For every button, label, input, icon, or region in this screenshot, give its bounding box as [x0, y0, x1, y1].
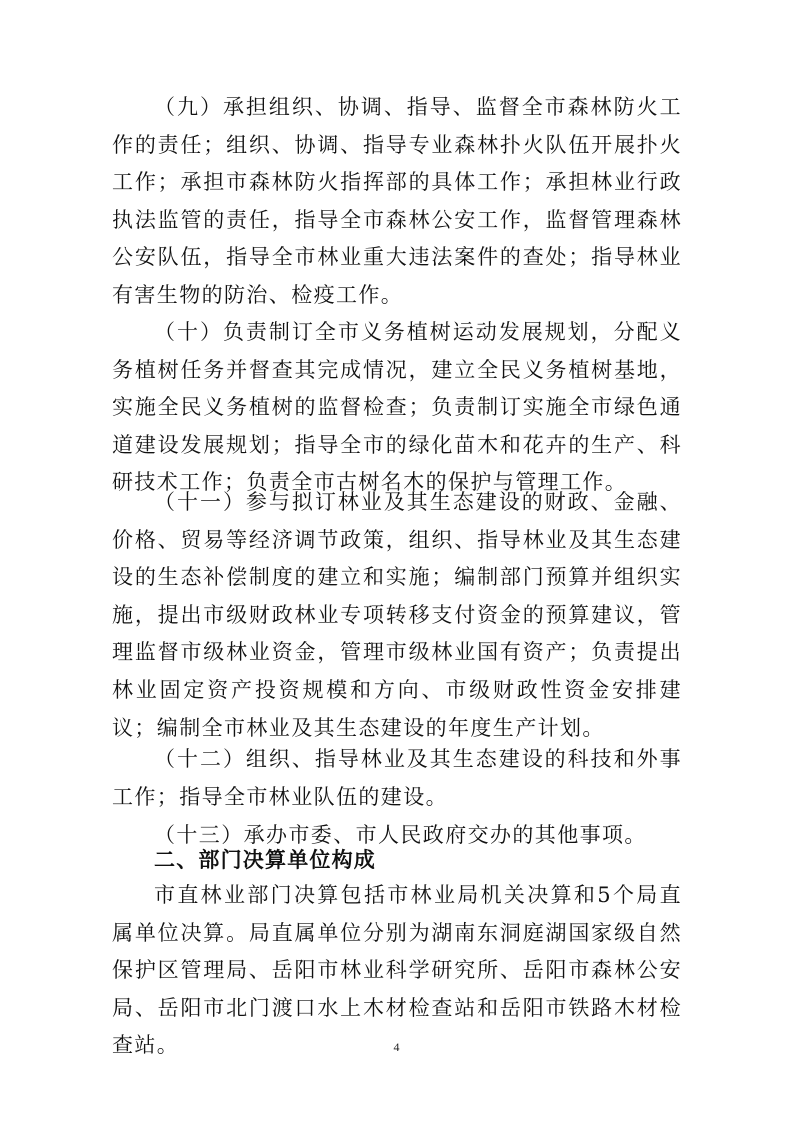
- duty-paragraph-10: （十）负责制订全市义务植树运动发展规划，分配义务植树任务并督查其完成情况，建立全民义务植树基地，实施全民义务植树的监督检查；负责制订实施全市绿色通道建设发展规划；指导全市的绿化苗木和花卉的生产、科研技术工作；负责全市古树名木的保护与管理工作。: [112, 320, 682, 495]
- duty-paragraph-13: （十三）承办市委、市人民政府交办的其他事项。: [154, 823, 647, 847]
- duty-paragraph-9: （九）承担组织、协调、指导、监督全市森林防火工作的责任；组织、协调、指导专业森林扑火队伍开展扑火工作；承担市森林防火指挥部的具体工作；承担林业行政执法监管的责任，指导全市森林公安工作，监督管理森林公安队伍，指导全市林业重大违法案件的查处；指导林业有害生物的防治、检疫工作。: [112, 95, 682, 307]
- section-body-paragraph: 市直林业部门决算包括市林业局机关决算和5个局直属单位决算。局直属单位分别为湖南东洞庭湖国家级自然保护区管理局、岳阳市林业科学研究所、岳阳市森林公安局、岳阳市北门渡口水上木材检查站和岳阳市铁路木材检查站。: [112, 883, 682, 1058]
- section-heading: 二、部门决算单位构成: [154, 848, 376, 872]
- duty-paragraph-11: （十一）参与拟订林业及其生态建设的财政、金融、价格、贸易等经济调节政策，组织、指导林业及其生态建设的生态补偿制度的建立和实施；编制部门预算并组织实施，提出市级财政林业专项转移支付资金的预算建议，管理监督市级林业资金，管理市级林业国有资产；负责提出林业固定资产投资规模和方向、市级财政性资金安排建议；编制全市林业及其生态建设的年度生产计划。: [112, 490, 682, 740]
- duty-paragraph-12: （十二）组织、指导林业及其生态建设的科技和外事工作；指导全市林业队伍的建设。: [112, 747, 682, 809]
- page-number: 4: [393, 1040, 400, 1054]
